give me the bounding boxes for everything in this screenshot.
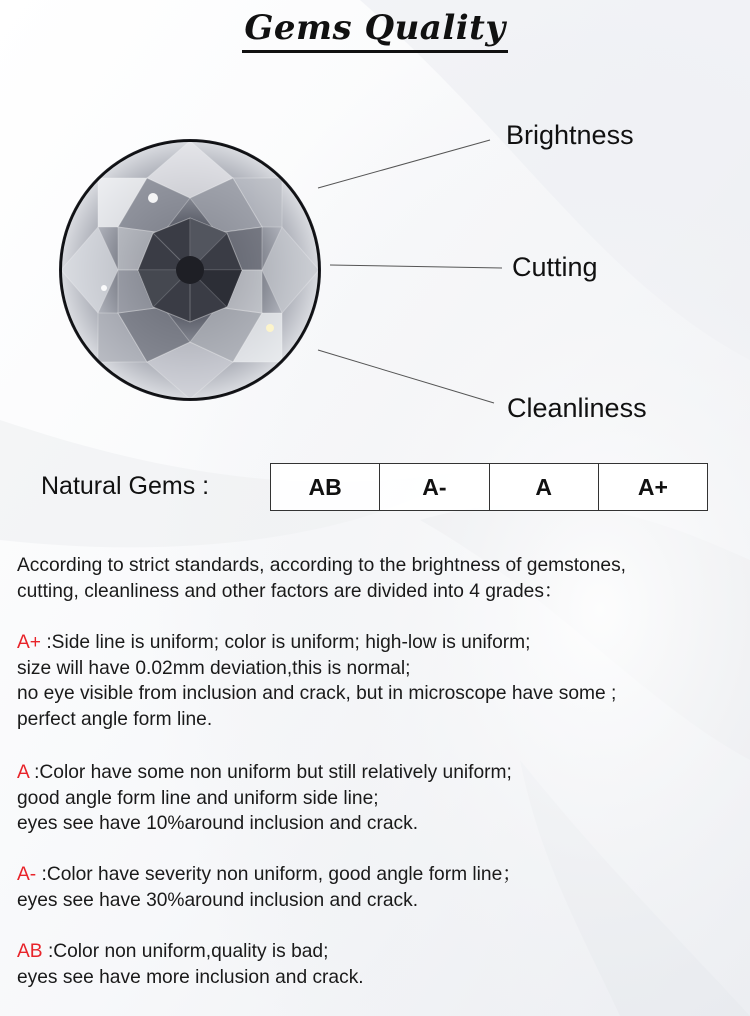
description-line: good angle form line and uniform side line;	[17, 787, 379, 809]
description-line: perfect angle form line.	[17, 708, 213, 730]
description-line: eyes see have more inclusion and crack.	[17, 966, 364, 988]
page-title-wrap	[0, 8, 750, 53]
grade-a-description	[17, 760, 747, 837]
grade-key-ab: AB	[17, 941, 43, 962]
description-line: :Color non uniform,quality is bad;	[42, 941, 329, 962]
grade-a-minus-description	[17, 862, 747, 913]
description-line: :Color have some non uniform but still relatively uniform;	[28, 762, 512, 783]
page-title: Gems Quality	[242, 8, 507, 53]
brightness-callout: Brightness	[506, 120, 634, 150]
description-line: :Side line is uniform; color is uniform; high-low is uniform;	[41, 632, 531, 653]
grade-table	[270, 463, 708, 511]
cutting-callout: Cutting	[512, 252, 598, 282]
natural-gems-label: Natural Gems :	[41, 472, 210, 500]
grade-cell-a-minus: A-	[380, 464, 489, 510]
description-line: eyes see have 30%around inclusion and crack.	[17, 889, 419, 911]
description-line: eyes see have 10%around inclusion and crack.	[17, 813, 419, 834]
intro-line: According to strict standards, according to the brightness of gemstones,	[17, 555, 626, 576]
diamond-image	[58, 138, 322, 402]
grade-key-a-plus: A+	[17, 632, 42, 653]
grade-cell-ab: AB	[271, 464, 380, 510]
grade-key-a: A	[17, 762, 29, 783]
grade-key-a-minus: A-	[17, 864, 37, 885]
description-line: :Color have severity non uniform, good angle form line；	[36, 864, 522, 885]
intro-paragraph	[17, 553, 747, 604]
description-line: no eye visible from inclusion and crack, but in microscope have some ;	[17, 683, 617, 704]
grade-cell-a-plus: A+	[637, 473, 668, 500]
description-line: size will have 0.02mm deviation,this is normal;	[17, 657, 411, 679]
grade-cell-a: A	[490, 464, 599, 510]
intro-line: cutting, cleanliness and other factors are divided into 4 grades：	[17, 580, 564, 602]
cleanliness-callout: Cleanliness	[507, 393, 647, 423]
grade-a-plus-description	[17, 630, 747, 732]
grade-ab-description	[17, 939, 747, 990]
